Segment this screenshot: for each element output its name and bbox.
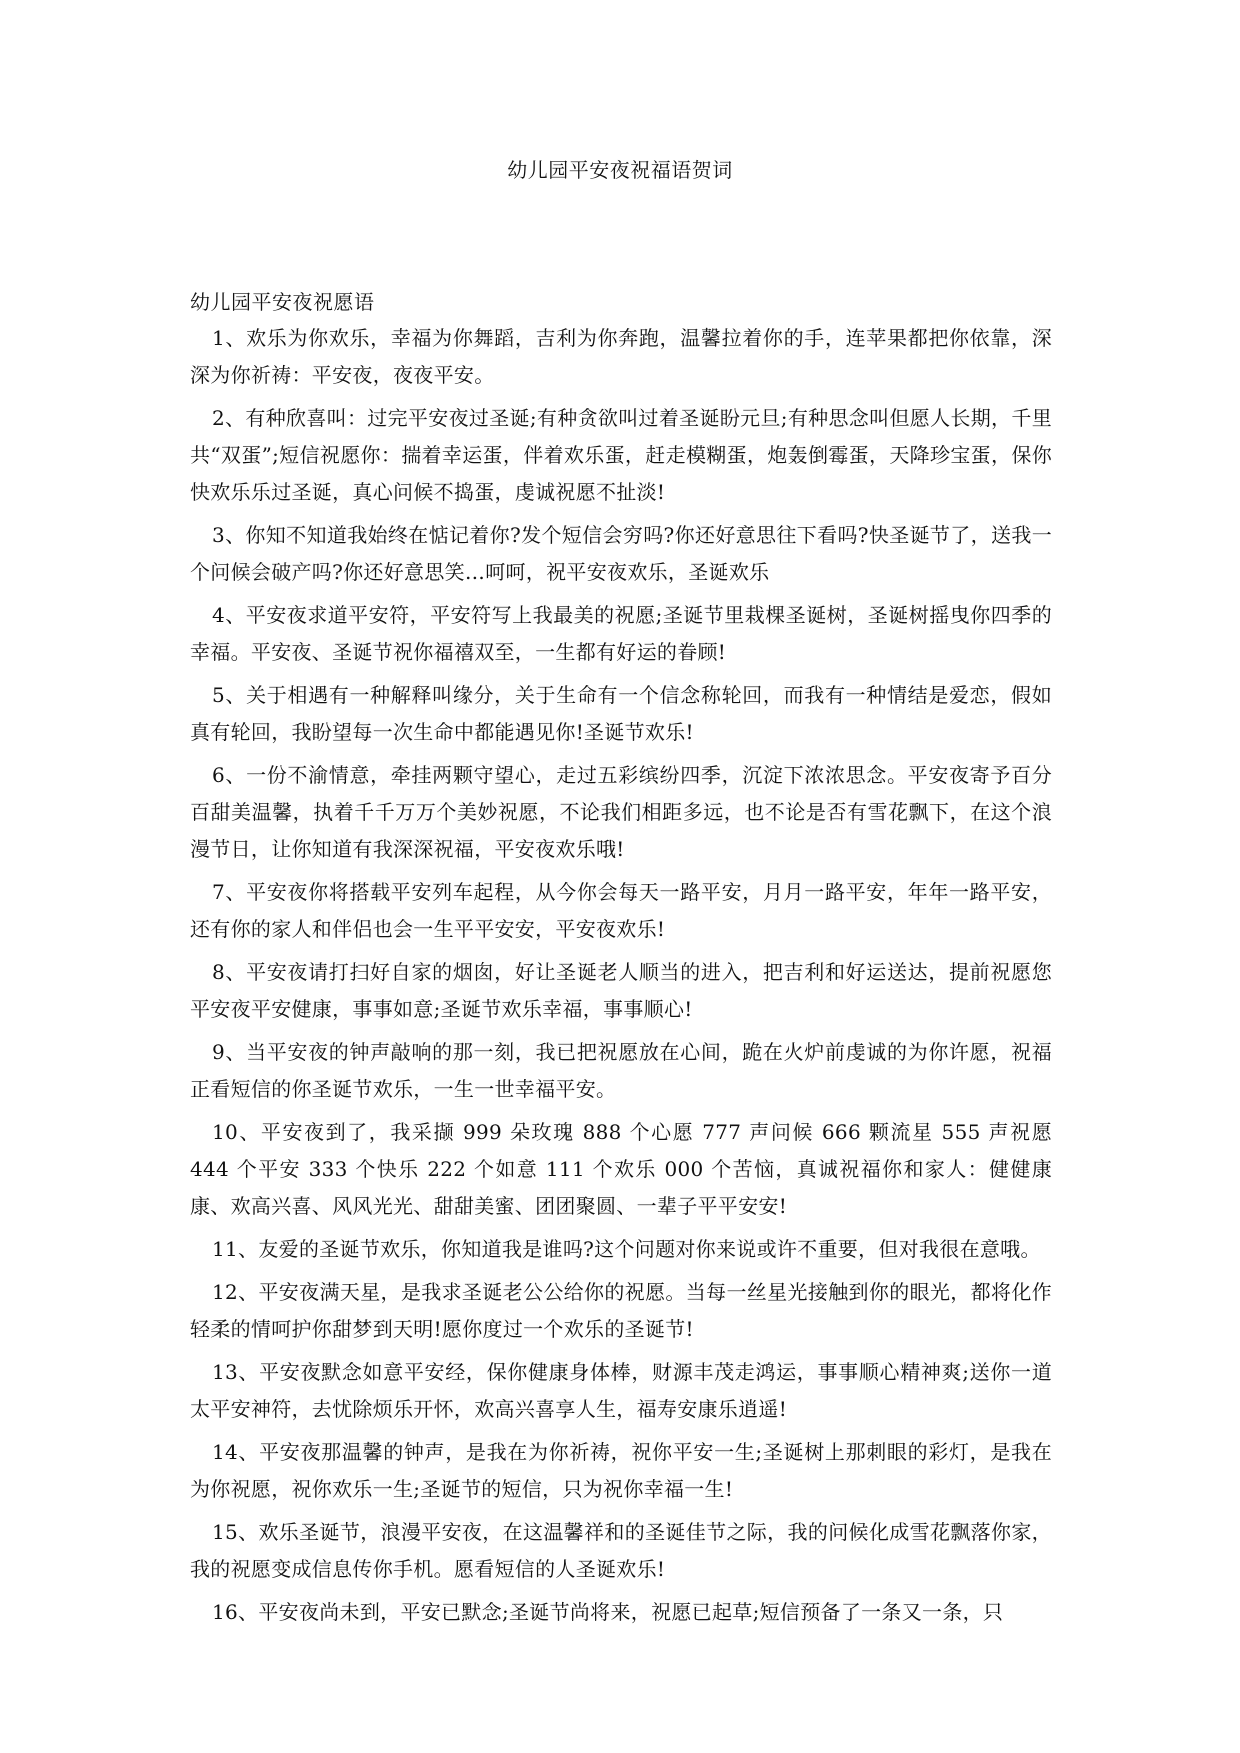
paragraph-5: 5、关于相遇有一种解释叫缘分，关于生命有一个信念称轮回，而我有一种情结是爱恋，假如真有轮回，我盼望每一次生命中都能遇见你!圣诞节欢乐! <box>190 683 1052 744</box>
paragraph-9: 9、当平安夜的钟声敲响的那一刻，我已把祝愿放在心间，跪在火炉前虔诚的为你许愿，祝福正看短信的你圣诞节欢乐，一生一世幸福平安。 <box>190 1040 1052 1101</box>
paragraph-10: 10、平安夜到了，我采撷 999 朵玫瑰 888 个心愿 777 声问候 666 颗流星 555 声祝愿 444 个平安 333 个快乐 222 个如意 111 个欢乐 000 个苦恼，真诚祝福你和家人：健健康康、欢高兴喜、风风光光、甜甜美蜜、团团聚圆、一辈子平平安安! <box>190 1120 1052 1218</box>
paragraph-14: 14、平安夜那温馨的钟声，是我在为你祈祷，祝你平安一生;圣诞树上那刺眼的彩灯，是我在为你祝愿，祝你欢乐一生;圣诞节的短信，只为祝你幸福一生! <box>190 1440 1052 1501</box>
paragraph-1: 1、欢乐为你欢乐，幸福为你舞蹈，吉利为你奔跑，温馨拉着你的手，连苹果都把你依靠，深深为你祈祷：平安夜，夜夜平安。 <box>190 326 1052 387</box>
paragraph-7: 7、平安夜你将搭载平安列车起程，从今你会每天一路平安，月月一路平安，年年一路平安，还有你的家人和伴侣也会一生平平安安，平安夜欢乐! <box>190 880 1052 941</box>
paragraph-4: 4、平安夜求道平安符，平安符写上我最美的祝愿;圣诞节里栽棵圣诞树，圣诞树摇曳你四季的幸福。平安夜、圣诞节祝你福禧双至，一生都有好运的眷顾! <box>190 603 1052 664</box>
paragraph-12: 12、平安夜满天星，是我求圣诞老公公给你的祝愿。当每一丝星光接触到你的眼光，都将化作轻柔的情呵护你甜梦到天明!愿你度过一个欢乐的圣诞节! <box>190 1280 1052 1341</box>
paragraph-11: 11、友爱的圣诞节欢乐，你知道我是谁吗?这个问题对你来说或许不重要，但对我很在意哦。 <box>212 1237 1041 1261</box>
paragraph-8: 8、平安夜请打扫好自家的烟囱，好让圣诞老人顺当的进入，把吉利和好运送达，提前祝愿您平安夜平安健康，事事如意;圣诞节欢乐幸福，事事顺心! <box>190 960 1052 1021</box>
paragraph-2: 2、有种欣喜叫：过完平安夜过圣诞;有种贪欲叫过着圣诞盼元旦;有种思念叫但愿人长期，千里共“双蛋”;短信祝愿你：揣着幸运蛋，伴着欢乐蛋，赶走模糊蛋，炮轰倒霉蛋，天降珍宝蛋，保你快欢乐乐过圣诞，真心问候不捣蛋，虔诚祝愿不扯淡! <box>190 406 1052 504</box>
document-body <box>190 320 1052 1637</box>
section-heading: 幼儿园平安夜祝愿语 <box>190 290 375 314</box>
paragraph-15: 15、欢乐圣诞节，浪漫平安夜，在这温馨祥和的圣诞佳节之际，我的问候化成雪花飘落你家，我的祝愿变成信息传你手机。愿看短信的人圣诞欢乐! <box>190 1520 1052 1581</box>
paragraph-16: 16、平安夜尚未到，平安已默念;圣诞节尚将来，祝愿已起草;短信预备了一条又一条，只 <box>212 1600 1004 1624</box>
paragraph-6: 6、一份不渝情意，牵挂两颗守望心，走过五彩缤纷四季，沉淀下浓浓思念。平安夜寄予百分百甜美温馨，执着千千万万个美妙祝愿，不论我们相距多远，也不论是否有雪花飘下，在这个浪漫节日，让你知道有我深深祝福，平安夜欢乐哦! <box>190 763 1052 861</box>
paragraph-3: 3、你知不知道我始终在惦记着你?发个短信会穷吗?你还好意思往下看吗?快圣诞节了，送我一个问候会破产吗?你还好意思笑…呵呵，祝平安夜欢乐，圣诞欢乐 <box>190 523 1052 584</box>
paragraph-13: 13、平安夜默念如意平安经，保你健康身体棒，财源丰茂走鸿运，事事顺心精神爽;送你一道太平安神符，去忧除烦乐开怀，欢高兴喜享人生，福寿安康乐逍遥! <box>190 1360 1052 1421</box>
document-title: 幼儿园平安夜祝福语贺词 <box>507 158 733 182</box>
